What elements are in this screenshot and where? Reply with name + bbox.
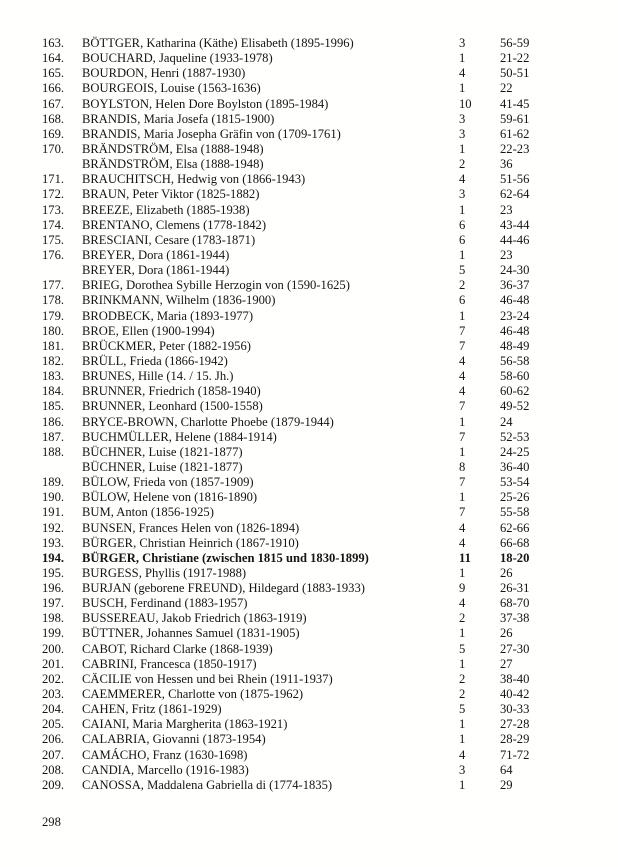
entry-pages: 36-37 <box>500 278 530 293</box>
entry-name: BÜRGER, Christiane (zwischen 1815 und 1830-1899) <box>82 550 369 565</box>
entry-number: 182. <box>42 353 65 368</box>
entry-row <box>0 596 618 611</box>
entry-pages: 22-23 <box>500 141 530 156</box>
entry-row <box>0 505 618 520</box>
entry-count: 10 <box>459 96 472 111</box>
entry-pages: 21-22 <box>500 51 530 66</box>
entry-name: BREYER, Dora (1861-1944) <box>82 263 230 278</box>
entry-row <box>0 672 618 687</box>
entry-pages: 24 <box>500 414 513 429</box>
entry-row <box>0 763 618 778</box>
entry-row <box>0 475 618 490</box>
entry-count: 6 <box>459 232 466 247</box>
entry-pages: 23 <box>500 247 513 262</box>
entry-number: 167. <box>42 96 65 111</box>
entry-row <box>0 626 618 641</box>
entry-name: CABRINI, Francesca (1850-1917) <box>82 656 257 671</box>
entry-count: 2 <box>459 671 466 686</box>
entry-name: BRAUCHITSCH, Hedwig von (1866-1943) <box>82 172 306 187</box>
entry-pages: 71-72 <box>500 747 530 762</box>
entry-row <box>0 460 618 475</box>
entry-row <box>0 263 618 278</box>
entry-count: 1 <box>459 777 466 792</box>
entry-pages: 23-24 <box>500 308 530 323</box>
entry-name: BUNSEN, Frances Helen von (1826-1894) <box>82 520 300 535</box>
entry-row <box>0 778 618 793</box>
entry-number: 180. <box>42 323 65 338</box>
index-list <box>0 36 618 793</box>
entry-pages: 46-48 <box>500 293 530 308</box>
entry-count: 9 <box>459 581 466 596</box>
entry-pages: 26 <box>500 626 513 641</box>
entry-number: 174. <box>42 217 65 232</box>
entry-row <box>0 339 618 354</box>
entry-number: 169. <box>42 126 65 141</box>
entry-row <box>0 142 618 157</box>
entry-name: BUSCH, Ferdinand (1883-1957) <box>82 596 248 611</box>
entry-pages: 43-44 <box>500 217 530 232</box>
entry-pages: 62-66 <box>500 520 530 535</box>
entry-row <box>0 233 618 248</box>
entry-number: 165. <box>42 66 65 81</box>
entry-name: BOYLSTON, Helen Dore Boylston (1895-1984) <box>82 96 329 111</box>
entry-name: BRESCIANI, Cesare (1783-1871) <box>82 232 256 247</box>
entry-name: CABOT, Richard Clarke (1868-1939) <box>82 641 273 656</box>
entry-count: 4 <box>459 747 466 762</box>
entry-number: 190. <box>42 490 65 505</box>
entry-number: 186. <box>42 414 65 429</box>
entry-name: BUM, Anton (1856-1925) <box>82 505 214 520</box>
entry-count: 4 <box>459 520 466 535</box>
entry-row <box>0 97 618 112</box>
entry-row <box>0 81 618 96</box>
entry-count: 7 <box>459 338 466 353</box>
entry-pages: 40-42 <box>500 687 530 702</box>
entry-name: CAIANI, Maria Margherita (1863-1921) <box>82 717 288 732</box>
entry-count: 3 <box>459 36 466 50</box>
entry-row <box>0 66 618 81</box>
entry-pages: 24-25 <box>500 444 530 459</box>
entry-count: 1 <box>459 626 466 641</box>
entry-count: 2 <box>459 278 466 293</box>
entry-number: 176. <box>42 247 65 262</box>
entry-count: 1 <box>459 308 466 323</box>
entry-pages: 61-62 <box>500 126 530 141</box>
entry-name: CAMÁCHO, Franz (1630-1698) <box>82 747 248 762</box>
entry-count: 4 <box>459 596 466 611</box>
page-number: 298 <box>42 815 61 829</box>
entry-row <box>0 112 618 127</box>
entry-count: 2 <box>459 157 466 172</box>
entry-name: BRENTANO, Clemens (1778-1842) <box>82 217 267 232</box>
entry-row <box>0 642 618 657</box>
entry-name: BUSSEREAU, Jakob Friedrich (1863-1919) <box>82 611 307 626</box>
entry-row <box>0 309 618 324</box>
entry-pages: 22 <box>500 81 513 96</box>
entry-name: BOURGEOIS, Louise (1563-1636) <box>82 81 261 96</box>
entry-count: 3 <box>459 126 466 141</box>
entry-number: 175. <box>42 232 65 247</box>
entry-name: BRYCE-BROWN, Charlotte Phoebe (1879-1944) <box>82 414 334 429</box>
entry-row <box>0 430 618 445</box>
entry-name: BÜTTNER, Johannes Samuel (1831-1905) <box>82 626 300 641</box>
entry-row <box>0 293 618 308</box>
entry-number: 171. <box>42 172 65 187</box>
entry-count: 1 <box>459 717 466 732</box>
entry-name: BUCHMÜLLER, Helene (1884-1914) <box>82 429 277 444</box>
entry-name: BRÜLL, Frieda (1866-1942) <box>82 353 228 368</box>
entry-name: BÖTTGER, Katharina (Käthe) Elisabeth (1895-1996) <box>82 36 354 50</box>
entry-row <box>0 415 618 430</box>
entry-row <box>0 51 618 66</box>
entry-pages: 64 <box>500 762 513 777</box>
entry-row <box>0 384 618 399</box>
entry-count: 1 <box>459 656 466 671</box>
entry-count: 4 <box>459 66 466 81</box>
entry-name: BÜRGER, Christian Heinrich (1867-1910) <box>82 535 299 550</box>
entry-number: 189. <box>42 475 65 490</box>
entry-row <box>0 354 618 369</box>
entry-count: 3 <box>459 111 466 126</box>
entry-count: 2 <box>459 611 466 626</box>
entry-number: 187. <box>42 429 65 444</box>
entry-count: 5 <box>459 263 466 278</box>
entry-name: BRANDIS, Maria Josepha Gräfin von (1709-1761) <box>82 126 341 141</box>
entry-pages: 27-28 <box>500 717 530 732</box>
entry-number: 207. <box>42 747 65 762</box>
entry-count: 5 <box>459 641 466 656</box>
entry-row <box>0 717 618 732</box>
entry-name: CAEMMERER, Charlotte von (1875-1962) <box>82 687 304 702</box>
entry-row <box>0 748 618 763</box>
entry-number: 203. <box>42 687 65 702</box>
entry-count: 11 <box>459 550 471 565</box>
entry-count: 2 <box>459 687 466 702</box>
entry-count: 7 <box>459 323 466 338</box>
entry-pages: 46-48 <box>500 323 530 338</box>
entry-count: 3 <box>459 762 466 777</box>
entry-pages: 44-46 <box>500 232 530 247</box>
entry-count: 1 <box>459 444 466 459</box>
entry-row <box>0 566 618 581</box>
entry-number: 197. <box>42 596 65 611</box>
entry-count: 3 <box>459 187 466 202</box>
entry-number: 205. <box>42 717 65 732</box>
entry-count: 4 <box>459 172 466 187</box>
entry-number: 198. <box>42 611 65 626</box>
entry-name: BRÜCKMER, Peter (1882-1956) <box>82 338 251 353</box>
entry-number: 184. <box>42 384 65 399</box>
entry-row <box>0 732 618 747</box>
entry-number: 170. <box>42 141 65 156</box>
entry-pages: 38-40 <box>500 671 530 686</box>
entry-number: 193. <box>42 535 65 550</box>
entry-name: BRIEG, Dorothea Sybille Herzogin von (1590-1625) <box>82 278 350 293</box>
entry-name: BREEZE, Elizabeth (1885-1938) <box>82 202 250 217</box>
entry-row <box>0 203 618 218</box>
entry-number: 177. <box>42 278 65 293</box>
entry-count: 8 <box>459 459 466 474</box>
entry-count: 1 <box>459 51 466 66</box>
entry-name: BURGESS, Phyllis (1917-1988) <box>82 565 247 580</box>
entry-name: BOUCHARD, Jaqueline (1933-1978) <box>82 51 273 66</box>
entry-pages: 29 <box>500 777 513 792</box>
entry-row <box>0 445 618 460</box>
entry-pages: 68-70 <box>500 596 530 611</box>
entry-pages: 26 <box>500 565 513 580</box>
entry-count: 1 <box>459 202 466 217</box>
entry-row <box>0 36 618 51</box>
entry-count: 4 <box>459 353 466 368</box>
entry-number <box>42 157 82 172</box>
entry-name: BRUNNER, Friedrich (1858-1940) <box>82 384 261 399</box>
entry-row <box>0 551 618 566</box>
entry-name: BÜCHNER, Luise (1821-1877) <box>82 459 243 474</box>
entry-name: BRÄNDSTRÖM, Elsa (1888-1948) <box>82 141 264 156</box>
entry-row <box>0 399 618 414</box>
entry-pages: 30-33 <box>500 702 530 717</box>
entry-row <box>0 278 618 293</box>
entry-count: 7 <box>459 399 466 414</box>
entry-pages: 49-52 <box>500 399 530 414</box>
entry-name: BOURDON, Henri (1887-1930) <box>82 66 246 81</box>
entry-pages: 18-20 <box>500 550 530 565</box>
entry-pages: 60-62 <box>500 384 530 399</box>
entry-count: 1 <box>459 141 466 156</box>
entry-number: 196. <box>42 581 65 596</box>
entry-row <box>0 581 618 596</box>
entry-number: 181. <box>42 338 65 353</box>
entry-pages: 24-30 <box>500 263 530 278</box>
entry-number: 173. <box>42 202 65 217</box>
entry-number: 192. <box>42 520 65 535</box>
entry-number: 168. <box>42 111 65 126</box>
entry-count: 1 <box>459 414 466 429</box>
entry-pages: 55-58 <box>500 505 530 520</box>
entry-number: 183. <box>42 369 65 384</box>
entry-row <box>0 657 618 672</box>
entry-pages: 51-56 <box>500 172 530 187</box>
entry-row <box>0 687 618 702</box>
entry-name: CAHEN, Fritz (1861-1929) <box>82 702 222 717</box>
entry-number: 209. <box>42 777 65 792</box>
entry-number: 195. <box>42 565 65 580</box>
entry-number: 164. <box>42 51 65 66</box>
entry-pages: 41-45 <box>500 96 530 111</box>
entry-row <box>0 248 618 263</box>
entry-number: 202. <box>42 671 65 686</box>
entry-pages: 27-30 <box>500 641 530 656</box>
entry-number: 179. <box>42 308 65 323</box>
entry-pages: 56-59 <box>500 36 530 50</box>
entry-name: BRUNNER, Leonhard (1500-1558) <box>82 399 263 414</box>
entry-name: BRODBECK, Maria (1893-1977) <box>82 308 254 323</box>
entry-count: 1 <box>459 565 466 580</box>
entry-count: 4 <box>459 535 466 550</box>
entry-row <box>0 490 618 505</box>
entry-count: 7 <box>459 505 466 520</box>
entry-pages: 37-38 <box>500 611 530 626</box>
entry-pages: 58-60 <box>500 369 530 384</box>
entry-name: BÜLOW, Frieda von (1857-1909) <box>82 475 254 490</box>
entry-row <box>0 157 618 172</box>
entry-name: CÄCILIE von Hessen und bei Rhein (1911-1937) <box>82 671 333 686</box>
entry-count: 7 <box>459 429 466 444</box>
entry-row <box>0 218 618 233</box>
entry-pages: 56-58 <box>500 353 530 368</box>
entry-name: CANDIA, Marcello (1916-1983) <box>82 762 249 777</box>
entry-pages: 52-53 <box>500 429 530 444</box>
entry-name: BRÄNDSTRÖM, Elsa (1888-1948) <box>82 157 264 172</box>
entry-number: 191. <box>42 505 65 520</box>
entry-number: 166. <box>42 81 65 96</box>
entry-row <box>0 536 618 551</box>
entry-row <box>0 172 618 187</box>
entry-name: BRANDIS, Maria Josefa (1815-1900) <box>82 111 275 126</box>
entry-number: 185. <box>42 399 65 414</box>
entry-name: BRINKMANN, Wilhelm (1836-1900) <box>82 293 276 308</box>
entry-number <box>42 263 82 278</box>
entry-number: 199. <box>42 626 65 641</box>
entry-name: BREYER, Dora (1861-1944) <box>82 247 230 262</box>
entry-row <box>0 127 618 142</box>
entry-count: 1 <box>459 732 466 747</box>
entry-name: CALABRIA, Giovanni (1873-1954) <box>82 732 266 747</box>
entry-count: 6 <box>459 293 466 308</box>
entry-pages: 26-31 <box>500 581 530 596</box>
entry-pages: 23 <box>500 202 513 217</box>
entry-pages: 59-61 <box>500 111 530 126</box>
entry-count: 1 <box>459 490 466 505</box>
entry-count: 1 <box>459 247 466 262</box>
entry-row <box>0 187 618 202</box>
entry-number: 194. <box>42 550 65 565</box>
entry-pages: 50-51 <box>500 66 530 81</box>
entry-row <box>0 324 618 339</box>
entry-row <box>0 611 618 626</box>
entry-pages: 36 <box>500 157 513 172</box>
entry-count: 5 <box>459 702 466 717</box>
entry-name: BROE, Ellen (1900-1994) <box>82 323 215 338</box>
entry-number: 208. <box>42 762 65 777</box>
entry-row <box>0 369 618 384</box>
entry-pages: 27 <box>500 656 513 671</box>
entry-number: 201. <box>42 656 65 671</box>
entry-count: 4 <box>459 384 466 399</box>
entry-number: 178. <box>42 293 65 308</box>
entry-pages: 66-68 <box>500 535 530 550</box>
entry-count: 6 <box>459 217 466 232</box>
entry-name: BÜLOW, Helene von (1816-1890) <box>82 490 258 505</box>
entry-pages: 53-54 <box>500 475 530 490</box>
entry-number: 188. <box>42 444 65 459</box>
entry-name: CANOSSA, Maddalena Gabriella di (1774-1835) <box>82 777 333 792</box>
entry-pages: 36-40 <box>500 459 530 474</box>
entry-pages: 48-49 <box>500 338 530 353</box>
entry-count: 4 <box>459 369 466 384</box>
entry-name: BRUNES, Hille (14. / 15. Jh.) <box>82 369 234 384</box>
entry-count: 7 <box>459 475 466 490</box>
entry-row <box>0 702 618 717</box>
entry-pages: 62-64 <box>500 187 530 202</box>
entry-number: 204. <box>42 702 65 717</box>
entry-number <box>42 460 82 475</box>
entry-count: 1 <box>459 81 466 96</box>
entry-name: BÜCHNER, Luise (1821-1877) <box>82 444 243 459</box>
entry-name: BURJAN (geborene FREUND), Hildegard (1883-1933) <box>82 581 365 596</box>
entry-name: BRAUN, Peter Viktor (1825-1882) <box>82 187 260 202</box>
entry-pages: 28-29 <box>500 732 530 747</box>
entry-number: 172. <box>42 187 65 202</box>
entry-number: 200. <box>42 641 65 656</box>
entry-row <box>0 521 618 536</box>
entry-number: 163. <box>42 36 65 50</box>
entry-pages: 25-26 <box>500 490 530 505</box>
entry-number: 206. <box>42 732 65 747</box>
